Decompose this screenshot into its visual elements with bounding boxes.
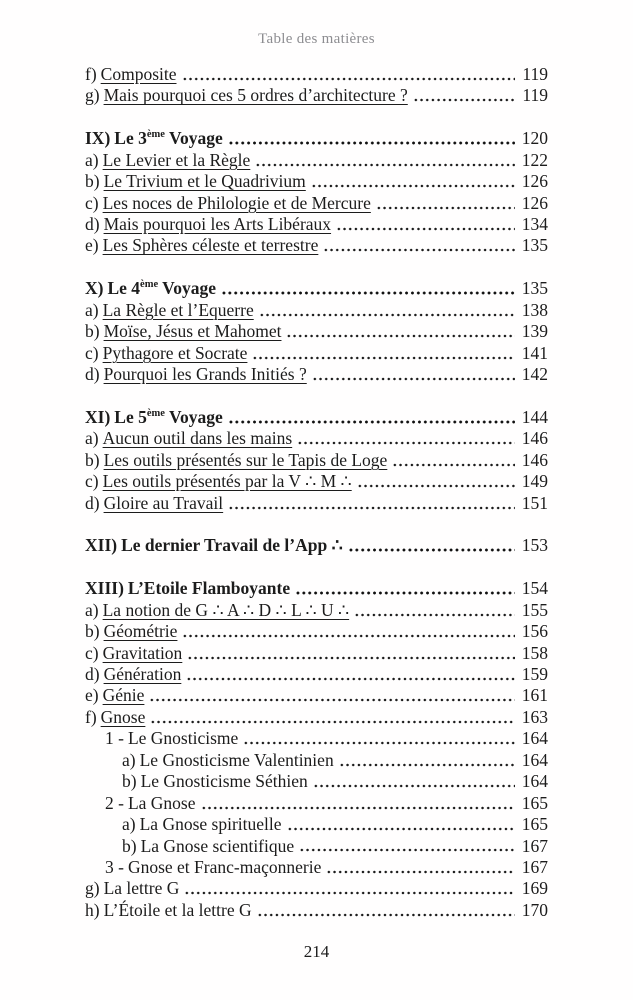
toc-entry-prefix: X): [85, 278, 104, 299]
toc-entry-prefix: f): [85, 64, 97, 84]
toc-entry-prefix: h): [85, 899, 100, 920]
toc-entry-page: 165: [521, 792, 548, 813]
dot-leader: [186, 676, 515, 682]
dot-leader: [323, 247, 515, 253]
toc-entry-page: 144: [521, 406, 548, 427]
toc-row: [85, 150, 548, 171]
toc-entry-title: La Gnose: [127, 792, 196, 813]
toc-entry-title: Le Gnosticisme Séthien: [140, 771, 308, 792]
toc-entry-title: La Gnose scientifique: [140, 835, 295, 856]
toc-entry-text: [85, 150, 250, 171]
toc-row: [85, 214, 548, 235]
toc-entry-page: 134: [521, 214, 548, 235]
toc-row: [85, 685, 548, 706]
toc-row: [85, 900, 548, 921]
dot-leader: [182, 633, 515, 639]
toc-section-row: [85, 278, 548, 299]
toc-row: [85, 193, 548, 214]
toc-entry-prefix: c): [85, 471, 99, 492]
toc-section-row: [85, 407, 548, 428]
toc-entry-prefix: e): [85, 685, 99, 706]
toc-entry-title: Les Sphères céleste et terrestre: [102, 235, 319, 256]
toc-entry-text: [85, 321, 281, 342]
toc-entry-title: Le 3ème Voyage: [114, 128, 223, 149]
dot-leader: [286, 333, 515, 339]
toc-entry-text: [85, 578, 290, 599]
toc-row: [85, 878, 548, 899]
toc-entry-title: Génie: [102, 685, 145, 706]
dot-leader: [221, 290, 515, 296]
toc-entry-text: [122, 836, 294, 857]
toc-entry-title: Le Gnosticisme: [127, 728, 239, 749]
toc-entry-prefix: XI): [85, 406, 111, 427]
toc-entry-text: [85, 471, 352, 492]
dot-leader: [255, 162, 515, 168]
toc-spacer: [85, 557, 548, 578]
toc-entry-text: [105, 793, 196, 814]
toc-row: [85, 235, 548, 256]
toc-entry-text: [85, 235, 318, 256]
toc-entry-title: Le Trivium et le Quadrivium: [103, 171, 306, 192]
toc-entry-page: 126: [521, 171, 548, 192]
toc-entry-prefix: a): [85, 299, 99, 320]
toc-entry-title: Moïse, Jésus et Mahomet: [103, 321, 282, 342]
toc-entry-page: 165: [521, 814, 548, 835]
toc-entry-page: 167: [521, 856, 548, 877]
toc-entry-page: 120: [521, 128, 548, 149]
toc-entry-title: La lettre G: [103, 878, 180, 899]
toc-entry-title: Le dernier Travail de l’App ∴: [121, 535, 343, 556]
toc-entry-page: 170: [521, 899, 548, 920]
toc-entry-title: Génération: [103, 664, 182, 685]
toc-row: [85, 836, 548, 857]
toc-row: [85, 814, 548, 835]
toc-entry-text: [85, 707, 145, 728]
toc-entry-page: 146: [521, 449, 548, 470]
toc-spacer: [85, 385, 548, 406]
toc-entry-title: Gloire au Travail: [103, 492, 224, 513]
toc-entry-text: [85, 878, 179, 899]
dot-leader: [357, 483, 515, 489]
toc-row: [85, 343, 548, 364]
toc-entry-page: 156: [521, 621, 548, 642]
toc-entry-title: Géométrie: [103, 621, 178, 642]
toc-entry-prefix: g): [85, 878, 100, 899]
toc-entry-page: 126: [521, 192, 548, 213]
dot-leader: [228, 505, 515, 511]
dot-leader: [326, 869, 515, 875]
toc-section-row: [85, 535, 548, 556]
dot-leader: [376, 205, 515, 211]
dot-leader: [348, 547, 515, 553]
toc-entry-prefix: b): [85, 321, 100, 342]
toc-spacer: [85, 514, 548, 535]
toc-entry-prefix: c): [85, 642, 99, 663]
toc-row: [85, 621, 548, 642]
toc-entry-prefix: b): [85, 171, 100, 192]
toc-entry-prefix: a): [85, 599, 99, 620]
toc-entry-page: 146: [521, 428, 548, 449]
dot-leader: [201, 805, 515, 811]
toc-entry-title: L’Etoile Flamboyante: [127, 578, 291, 599]
toc-entry-prefix: b): [122, 835, 137, 856]
toc-entry-text: [85, 664, 181, 685]
toc-entry-text: [85, 600, 349, 621]
dot-leader: [243, 740, 515, 746]
toc-row: [85, 64, 548, 85]
toc-entry-title: Pythagore et Socrate: [102, 342, 248, 363]
toc-entry-text: [85, 193, 371, 214]
toc-entry-prefix: 2 -: [105, 792, 124, 813]
toc-entry-prefix: b): [85, 449, 100, 470]
toc-section-row: [85, 128, 548, 149]
toc-entry-page: 169: [521, 878, 548, 899]
dot-leader: [339, 762, 515, 768]
dot-leader: [252, 355, 515, 361]
toc-row: [85, 364, 548, 385]
dot-leader: [150, 719, 515, 725]
toc-entry-text: [85, 343, 247, 364]
dot-leader: [313, 783, 515, 789]
toc-row: [85, 707, 548, 728]
toc-entry-page: 164: [521, 749, 548, 770]
dot-leader: [311, 183, 515, 189]
dot-leader: [354, 612, 515, 618]
toc-row: [85, 300, 548, 321]
toc-entry-page: 164: [521, 728, 548, 749]
toc-entry-text: [85, 450, 387, 471]
toc-entry-page: 151: [521, 492, 548, 513]
toc-entry-text: [85, 214, 331, 235]
toc-entry-page: 154: [521, 578, 548, 599]
toc-entry-prefix: e): [85, 235, 99, 256]
toc-entry-prefix: f): [85, 706, 97, 727]
toc-entry-prefix: d): [85, 664, 100, 685]
toc-entry-page: 149: [521, 471, 548, 492]
toc-entry-title: Le 5ème Voyage: [114, 406, 223, 427]
toc-entry-text: [85, 535, 343, 556]
toc-row: [85, 471, 548, 492]
toc-row: [85, 321, 548, 342]
toc-row: [85, 450, 548, 471]
toc-entry-text: [85, 64, 177, 85]
toc-entry-title: Le Levier et la Règle: [102, 149, 251, 170]
toc-row: [85, 857, 548, 878]
toc-row: [85, 428, 548, 449]
toc-entry-text: [85, 643, 182, 664]
toc-entry-title: Gnose et Franc-maçonnerie: [127, 856, 322, 877]
toc-entry-page: 159: [521, 664, 548, 685]
toc-entry-page: 135: [521, 235, 548, 256]
toc-entry-text: [85, 493, 223, 514]
toc-entry-title: Les outils présentés par la V ∴ M ∴: [102, 471, 352, 492]
toc-entry-text: [105, 857, 321, 878]
toc-entry-prefix: c): [85, 192, 99, 213]
page-number: 214: [303, 942, 330, 961]
toc-entry-title: Pourquoi les Grands Initiés ?: [103, 364, 307, 385]
toc-row: [85, 750, 548, 771]
toc-entry-title: La notion de G ∴ A ∴ D ∴ L ∴ U ∴: [102, 599, 350, 620]
toc-entry-page: 138: [521, 299, 548, 320]
dot-leader: [187, 655, 515, 661]
toc-entry-title: Mais pourquoi ces 5 ordres d’architecture ?: [103, 85, 408, 106]
dot-leader: [228, 140, 515, 146]
toc-row: [85, 728, 548, 749]
toc-entry-page: 153: [521, 535, 548, 556]
toc-entry-title: Gravitation: [102, 642, 183, 663]
dot-leader: [257, 912, 515, 918]
toc-entry-text: [85, 407, 223, 428]
dot-leader: [184, 890, 515, 896]
toc-entry-prefix: b): [122, 771, 137, 792]
dot-leader: [312, 376, 515, 382]
toc-entry-page: 139: [521, 321, 548, 342]
toc-entry-title: Composite: [100, 64, 177, 84]
toc-row: [85, 493, 548, 514]
toc-entry-title: L’Étoile et la lettre G: [103, 899, 252, 920]
running-header: Table des matières: [258, 31, 375, 47]
dot-leader: [295, 590, 515, 596]
toc-entry-page: 141: [521, 342, 548, 363]
dot-leader: [297, 440, 515, 446]
dot-leader: [413, 97, 515, 103]
toc-row: [85, 85, 548, 106]
toc-entry-page: 164: [521, 771, 548, 792]
toc-row: [85, 600, 548, 621]
toc-entry-text: [85, 685, 144, 706]
toc-spacer: [85, 257, 548, 278]
toc-entry-title: Aucun outil dans les mains: [102, 428, 293, 449]
toc-entry-page: 155: [521, 599, 548, 620]
toc-row: [85, 643, 548, 664]
toc-entry-text: [122, 750, 334, 771]
toc-entry-page: 122: [521, 149, 548, 170]
toc-entry-title: Les outils présentés sur le Tapis de Loge: [103, 449, 388, 470]
dot-leader: [392, 462, 515, 468]
toc-row: [85, 664, 548, 685]
toc-entry-prefix: g): [85, 85, 100, 106]
toc-entry-text: [85, 364, 307, 385]
dot-leader: [287, 826, 515, 832]
table-of-contents: [85, 64, 548, 921]
toc-entry-prefix: a): [85, 149, 99, 170]
dot-leader: [228, 419, 515, 425]
dot-leader: [149, 697, 515, 703]
toc-entry-prefix: d): [85, 214, 100, 235]
toc-entry-prefix: d): [85, 492, 100, 513]
toc-entry-text: [85, 278, 216, 299]
toc-entry-prefix: c): [85, 342, 99, 363]
toc-entry-title: Mais pourquoi les Arts Libéraux: [103, 214, 332, 235]
toc-entry-page: 119: [522, 85, 548, 106]
toc-entry-text: [85, 621, 177, 642]
toc-section-row: [85, 578, 548, 599]
toc-entry-prefix: b): [85, 621, 100, 642]
toc-entry-page: 161: [521, 685, 548, 706]
toc-entry-prefix: a): [122, 749, 136, 770]
toc-entry-title: La Gnose spirituelle: [139, 814, 282, 835]
toc-entry-text: [85, 300, 254, 321]
toc-row: [85, 771, 548, 792]
toc-entry-text: [85, 85, 408, 106]
toc-entry-page: 167: [521, 835, 548, 856]
toc-row: [85, 793, 548, 814]
toc-entry-title: Le Gnosticisme Valentinien: [139, 749, 334, 770]
toc-entry-text: [122, 814, 282, 835]
toc-entry-page: 135: [521, 278, 548, 299]
dot-leader: [259, 312, 515, 318]
toc-entry-text: [85, 128, 223, 149]
toc-entry-title: Gnose: [100, 706, 146, 727]
toc-entry-prefix: XIII): [85, 578, 124, 599]
toc-entry-text: [85, 428, 292, 449]
toc-entry-title: Les noces de Philologie et de Mercure: [102, 192, 371, 213]
toc-spacer: [85, 107, 548, 128]
toc-entry-page: 119: [522, 64, 548, 84]
toc-entry-prefix: IX): [85, 128, 111, 149]
dot-leader: [182, 76, 516, 82]
toc-entry-page: 158: [521, 642, 548, 663]
toc-entry-page: 163: [521, 706, 548, 727]
toc-entry-prefix: XII): [85, 535, 118, 556]
toc-entry-text: [85, 171, 306, 192]
toc-entry-prefix: 1 -: [105, 728, 124, 749]
dot-leader: [299, 847, 515, 853]
toc-entry-text: [85, 900, 252, 921]
toc-entry-title: La Règle et l’Equerre: [102, 299, 254, 320]
toc-entry-text: [122, 771, 308, 792]
toc-entry-text: [105, 728, 238, 749]
toc-entry-prefix: d): [85, 364, 100, 385]
toc-row: [85, 171, 548, 192]
toc-entry-page: 142: [521, 364, 548, 385]
toc-entry-prefix: 3 -: [105, 856, 124, 877]
toc-entry-title: Le 4ème Voyage: [107, 278, 216, 299]
toc-entry-prefix: a): [122, 814, 136, 835]
toc-entry-prefix: a): [85, 428, 99, 449]
dot-leader: [336, 226, 515, 232]
